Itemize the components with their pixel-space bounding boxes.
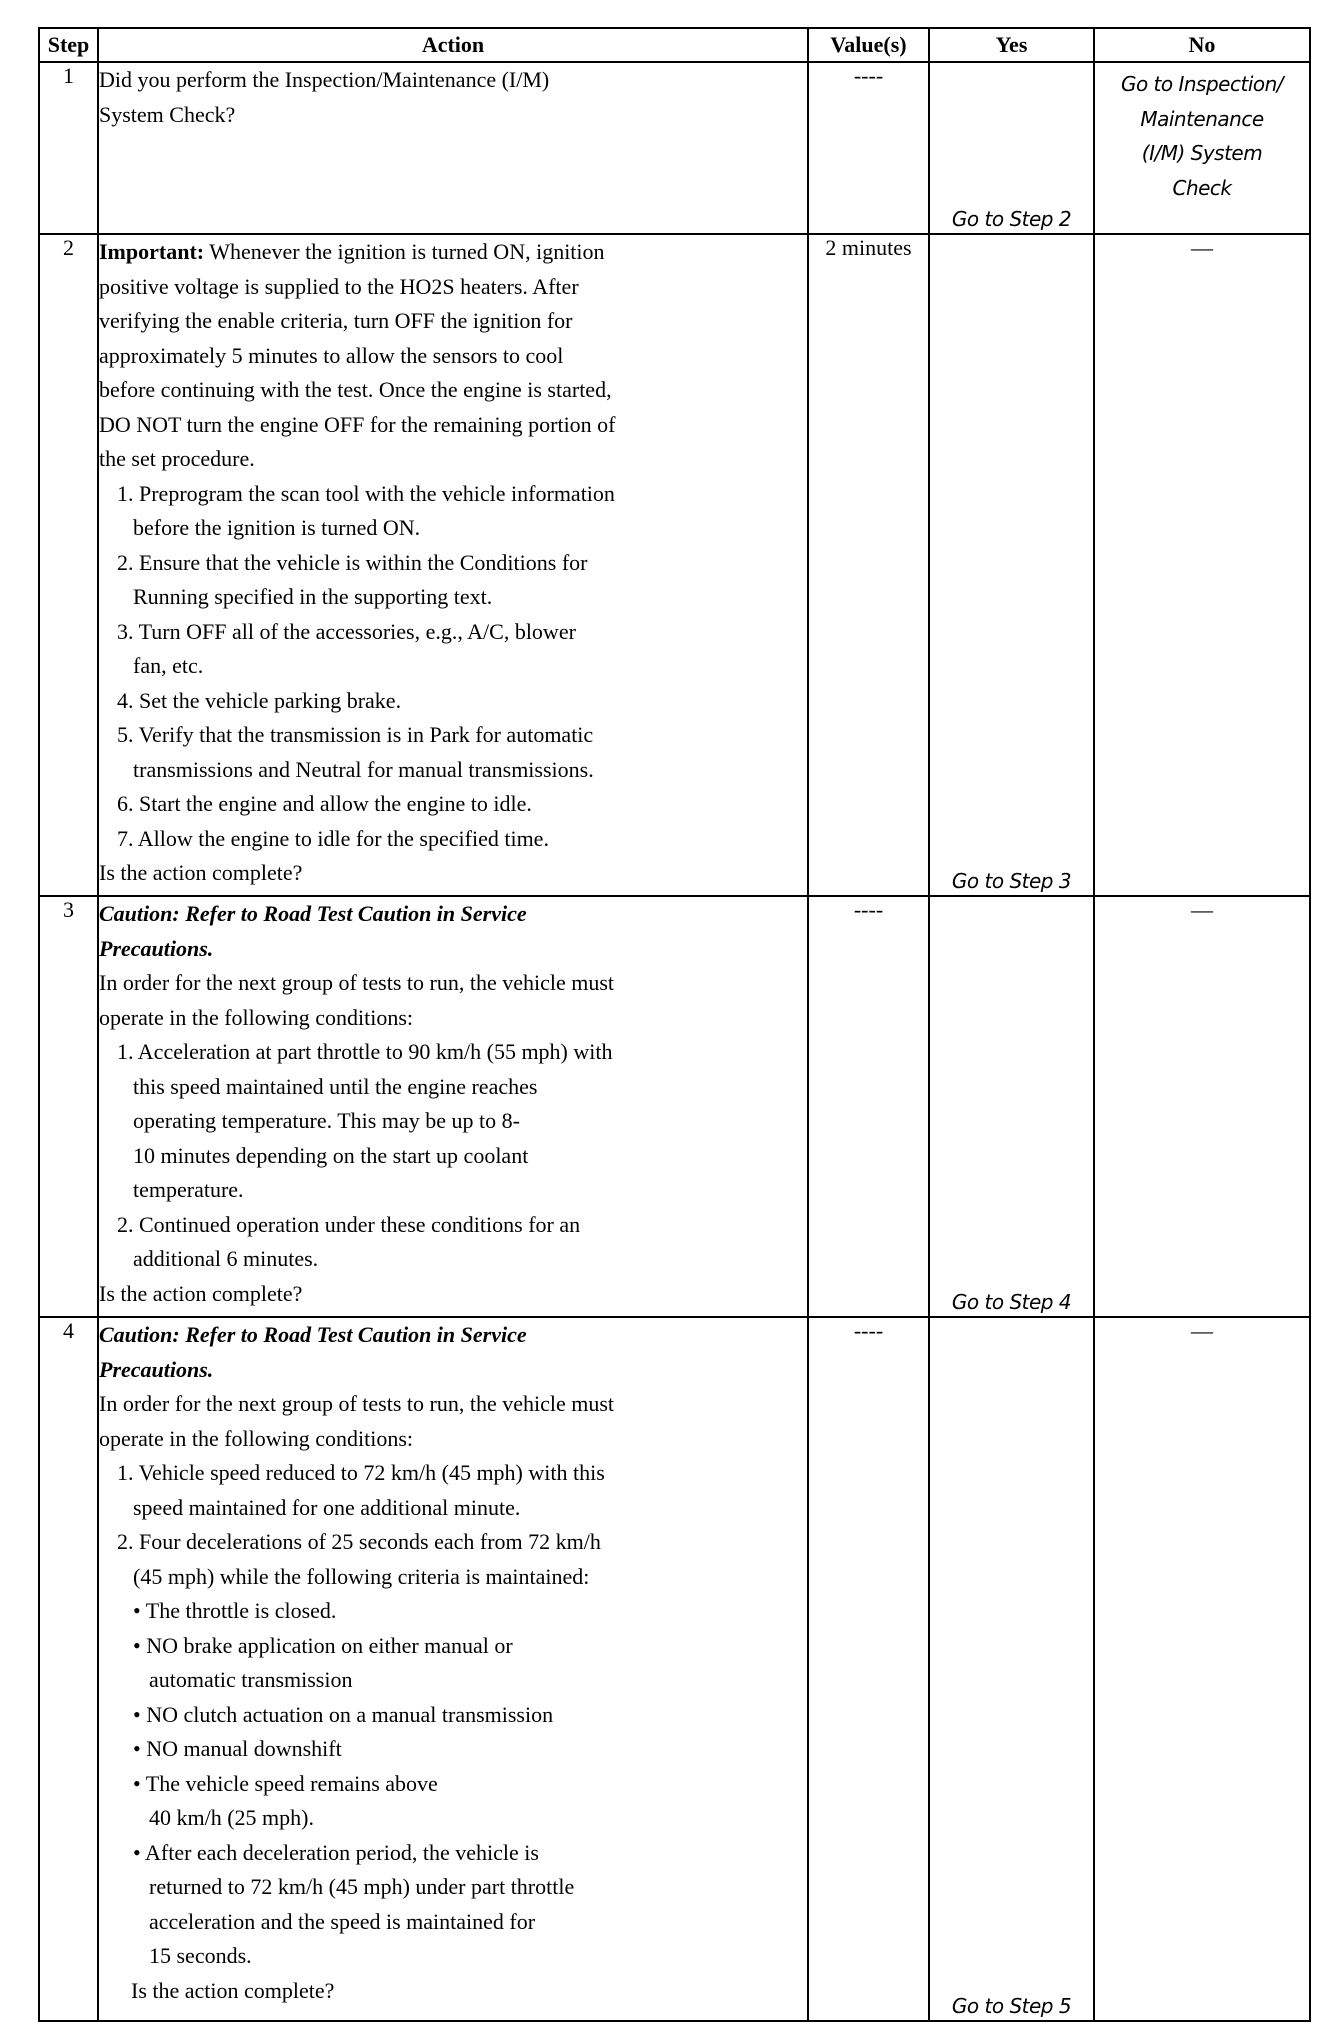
procedure-step: 4. Set the vehicle parking brake.: [117, 687, 402, 713]
criteria-bullet: • NO manual downshift: [133, 1736, 342, 1761]
criteria-bullet: 40 km/h (25 mph).: [149, 1805, 314, 1830]
intro-line: In order for the next group of tests to run, the vehicle must: [99, 970, 615, 995]
table-row-step-2: [39, 234, 1310, 896]
table-header-row: [39, 28, 1310, 62]
important-note-line: DO NOT turn the engine OFF for the remaining portion of: [99, 411, 616, 437]
action-cell: [98, 234, 808, 896]
criteria-bullet: 15 seconds.: [149, 1943, 252, 1968]
procedure-step: this speed maintained until the engine reaches: [133, 1073, 538, 1099]
important-note-line: verifying the enable criteria, turn OFF the ignition for: [99, 308, 573, 333]
question-line: Is the action complete?: [99, 860, 303, 885]
no-cell: —: [1094, 1317, 1310, 2021]
procedure-step: Running specified in the supporting text.: [133, 584, 493, 609]
caution-line: Caution: Refer to Road Test Caution in Service: [99, 901, 527, 926]
action-line: Did you perform the Inspection/Maintenance (I/M): [99, 67, 550, 92]
go-to-step-2-link[interactable]: Go to Step 2: [951, 207, 1072, 231]
header-yes: Yes: [929, 28, 1094, 62]
important-note-line: the set procedure.: [99, 446, 255, 471]
go-to-step-4-link[interactable]: Go to Step 4: [951, 1290, 1072, 1314]
procedure-step: 5. Verify that the transmission is in Park for automatic: [117, 722, 594, 747]
procedure-step: 2. Four decelerations of 25 seconds each from 72 km/h: [117, 1529, 601, 1554]
yes-cell: [929, 1317, 1094, 2021]
important-label: Important:: [99, 239, 205, 264]
important-note-line: approximately 5 minutes to allow the sensors to cool: [99, 342, 564, 368]
no-cell: —: [1094, 234, 1310, 896]
question-line: Is the action complete?: [99, 1280, 303, 1306]
action-line: System Check?: [99, 101, 236, 127]
criteria-bullet: • The throttle is closed.: [133, 1598, 337, 1623]
criteria-bullet: • After each deceleration period, the vehicle is: [133, 1839, 539, 1865]
action-cell: [98, 1317, 808, 2021]
intro-line: In order for the next group of tests to run, the vehicle must: [99, 1391, 615, 1416]
go-to-im-check-link[interactable]: Go to Inspection/: [1120, 72, 1284, 96]
header-step: Step: [39, 28, 98, 62]
procedure-step: operating temperature. This may be up to 8-: [133, 1108, 520, 1133]
procedure-step: additional 6 minutes.: [133, 1246, 319, 1271]
caution-line: Caution: Refer to Road Test Caution in Service: [99, 1322, 527, 1347]
yes-cell: [929, 234, 1094, 896]
value-cell: ----: [808, 62, 929, 234]
value-cell: 2 minutes: [808, 234, 929, 896]
header-no: No: [1094, 28, 1310, 62]
step-number: 4: [39, 1317, 98, 2021]
step-number: 1: [39, 62, 98, 234]
table-row-step-4: [39, 1317, 1310, 2021]
action-cell: [98, 62, 808, 234]
go-to-im-check-link[interactable]: Maintenance: [1140, 106, 1264, 131]
criteria-bullet: • NO brake application on either manual or: [133, 1632, 513, 1658]
procedure-step: transmissions and Neutral for manual transmissions.: [133, 756, 594, 782]
table-row-step-3: [39, 896, 1310, 1317]
intro-line: operate in the following conditions:: [99, 1004, 414, 1030]
procedure-step: 2. Continued operation under these conditions for an: [117, 1211, 581, 1237]
yes-cell: [929, 62, 1094, 234]
question-line: Is the action complete?: [131, 1977, 335, 2003]
no-cell: —: [1094, 896, 1310, 1317]
step-number: 3: [39, 896, 98, 1317]
table-row-step-1: [39, 62, 1310, 234]
procedure-step: 7. Allow the engine to idle for the specified time.: [117, 825, 549, 851]
intro-line: operate in the following conditions:: [99, 1425, 414, 1451]
no-cell: [1094, 62, 1310, 234]
important-text: Whenever the ignition is turned ON, ignition: [204, 239, 605, 264]
procedure-step: temperature.: [133, 1177, 244, 1202]
step-number: 2: [39, 234, 98, 896]
go-to-step-5-link[interactable]: Go to Step 5: [951, 1994, 1072, 2018]
procedure-step: 3. Turn OFF all of the accessories, e.g., A/C, blower: [117, 618, 576, 644]
procedure-step: speed maintained for one additional minute.: [133, 1494, 521, 1520]
criteria-bullet: automatic transmission: [149, 1667, 353, 1692]
caution-line: Precautions.: [99, 1356, 214, 1382]
important-note-line: before continuing with the test. Once the engine is started,: [99, 377, 612, 402]
procedure-step: 2. Ensure that the vehicle is within the Conditions for: [117, 549, 588, 575]
criteria-bullet: • NO clutch actuation on a manual transmission: [133, 1701, 554, 1727]
criteria-bullet: acceleration and the speed is maintained for: [149, 1908, 536, 1934]
header-action: Action: [98, 28, 808, 62]
procedure-step: 1. Preprogram the scan tool with the vehicle information: [117, 480, 615, 506]
procedure-step: fan, etc.: [133, 653, 204, 678]
important-note-line: positive voltage is supplied to the HO2S heaters. After: [99, 273, 579, 299]
procedure-step: (45 mph) while the following criteria is maintained:: [133, 1563, 590, 1589]
value-cell: ----: [808, 1317, 929, 2021]
caution-line: Precautions.: [99, 935, 214, 961]
procedure-step: 1. Acceleration at part throttle to 90 km/h (55 mph) with: [117, 1039, 613, 1064]
yes-cell: [929, 896, 1094, 1317]
procedure-step: 6. Start the engine and allow the engine to idle.: [117, 791, 532, 816]
procedure-step: 10 minutes depending on the start up coolant: [133, 1142, 529, 1168]
criteria-bullet: returned to 72 km/h (45 mph) under part throttle: [149, 1874, 575, 1899]
go-to-step-3-link[interactable]: Go to Step 3: [951, 869, 1072, 893]
go-to-im-check-link[interactable]: (I/M) System: [1141, 141, 1263, 165]
important-note-line: [99, 235, 807, 270]
go-to-im-check-link[interactable]: Check: [1172, 175, 1232, 200]
procedure-step: before the ignition is turned ON.: [133, 515, 421, 540]
criteria-bullet: • The vehicle speed remains above: [133, 1770, 438, 1796]
procedure-step: 1. Vehicle speed reduced to 72 km/h (45 mph) with this: [117, 1460, 605, 1485]
action-cell: [98, 896, 808, 1317]
diagnostic-table: [38, 27, 1311, 2022]
value-cell: ----: [808, 896, 929, 1317]
header-values: Value(s): [808, 28, 929, 62]
